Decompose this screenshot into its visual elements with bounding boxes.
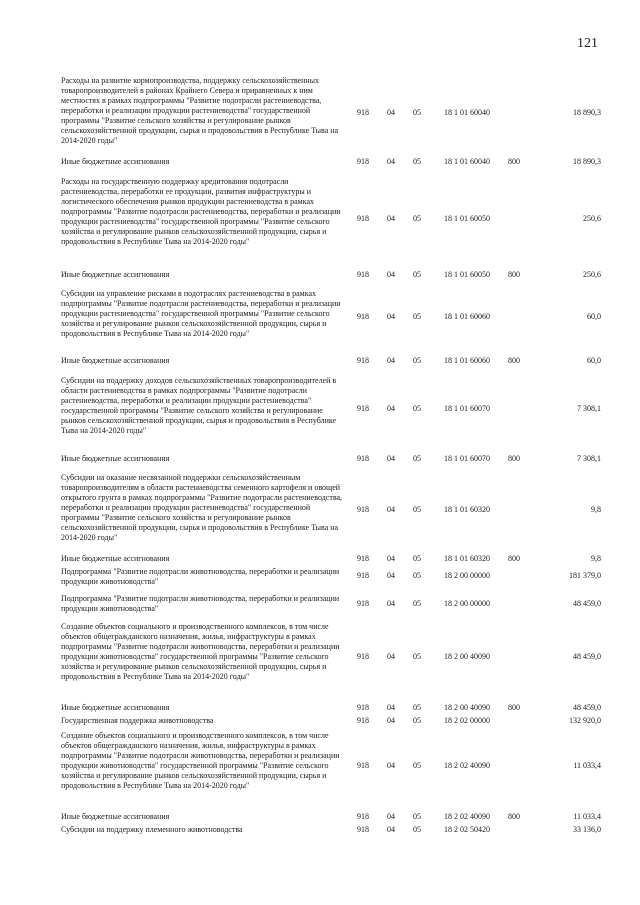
row-name: Иные бюджетные ассигнования (61, 703, 170, 712)
row-section: 04 (387, 356, 395, 365)
row-section: 04 (387, 825, 395, 834)
row-subsection: 05 (413, 108, 421, 117)
row-admin-code: 918 (357, 652, 369, 661)
row-admin-code: 918 (357, 505, 369, 514)
table-row (61, 731, 601, 806)
row-subsection: 05 (413, 812, 421, 821)
row-target-code: 18 1 01 60070 (444, 454, 490, 463)
row-name: Государственная поддержка животноводства (61, 716, 214, 725)
row-sum: 33 136,0 (573, 825, 601, 834)
row-section: 04 (387, 404, 395, 413)
table-row (61, 567, 601, 587)
row-subsection: 05 (413, 157, 421, 166)
table-row (61, 356, 601, 366)
row-section: 04 (387, 505, 395, 514)
row-section: 04 (387, 761, 395, 770)
table-row (61, 376, 601, 451)
row-sum: 60,0 (587, 356, 601, 365)
row-section: 04 (387, 108, 395, 117)
row-admin-code: 918 (357, 454, 369, 463)
row-admin-code: 918 (357, 356, 369, 365)
table-row (61, 177, 601, 271)
row-subsection: 05 (413, 312, 421, 321)
row-name: Субсидии на поддержку доходов сельскохозяйственных товаропроизводителей в области растениеводства в рамках подпрограммы "Развитие подотрасли растениеводства, переработки и реализации продукции растениеводства" государственной программы "Развитие сельского хозяйства и регулирование рынков сельскохозяйственной продукции, сырья и продовольствия в Республике Тыва на 2014-2020 годы" (61, 376, 337, 435)
row-sum: 18 890,3 (573, 108, 601, 117)
row-subsection: 05 (413, 554, 421, 563)
row-subsection: 05 (413, 356, 421, 365)
row-subsection: 05 (413, 214, 421, 223)
row-section: 04 (387, 270, 395, 279)
row-name: Иные бюджетные ассигнования (61, 356, 170, 365)
row-target-code: 18 1 01 60320 (444, 505, 490, 514)
row-subsection: 05 (413, 761, 421, 770)
row-section: 04 (387, 214, 395, 223)
row-admin-code: 918 (357, 761, 369, 770)
row-admin-code: 918 (357, 716, 369, 725)
row-section: 04 (387, 599, 395, 608)
row-sum: 7 308,1 (577, 404, 601, 413)
row-section: 04 (387, 554, 395, 563)
table-row (61, 157, 601, 167)
row-expense-type: 800 (508, 703, 520, 712)
row-section: 04 (387, 652, 395, 661)
table-row (61, 76, 601, 160)
row-target-code: 18 1 01 60320 (444, 554, 490, 563)
row-expense-type: 800 (508, 554, 520, 563)
row-target-code: 18 2 02 00000 (444, 716, 490, 725)
row-admin-code: 918 (357, 270, 369, 279)
row-expense-type: 800 (508, 356, 520, 365)
row-subsection: 05 (413, 454, 421, 463)
row-name: Иные бюджетные ассигнования (61, 454, 170, 463)
row-subsection: 05 (413, 599, 421, 608)
row-sum: 11 033,4 (573, 812, 601, 821)
row-expense-type: 800 (508, 454, 520, 463)
row-sum: 18 890,3 (573, 157, 601, 166)
row-target-code: 18 2 02 40090 (444, 812, 490, 821)
row-name: Расходы на государственную поддержку кредитования подотрасли растениеводства, переработки ее продукции, развития инфраструктуры и логистического обеспечения рынков продукции растениеводства в рамках подпрограммы "Развитие подотрасли растениеводства, переработки и реализации продукции растениеводства" государственной программы "Развитие сельского хозяйства и регулирование рынков сельскохозяйственной продукции, сырья и продовольствия в Республике Тыва на 2014-2020 годы" (61, 177, 341, 246)
table-row (61, 270, 601, 280)
row-target-code: 18 2 00 40090 (444, 703, 490, 712)
table-row (61, 622, 601, 697)
row-admin-code: 918 (357, 312, 369, 321)
row-target-code: 18 2 02 50420 (444, 825, 490, 834)
table-row (61, 554, 601, 564)
row-name: Расходы на развитие кормопроизводства, поддержку сельскохозяйственных товаропроизводителей в районах Крайнего Севера и приравненных к ним местностях в рамках подпрограммы "Развитие подотрасли растениеводства, переработки и реализации продукции растениеводства" государственной программы "Развитие сельского хозяйства и регулирование рынков сельскохозяйственной продукции, сырья и продовольствия в Республике Тыва на 2014-2020 годы" (61, 76, 339, 145)
row-target-code: 18 1 01 60040 (444, 157, 490, 166)
table-row (61, 716, 601, 726)
row-target-code: 18 2 00 00000 (444, 599, 490, 608)
row-admin-code: 918 (357, 404, 369, 413)
row-target-code: 18 1 01 60040 (444, 108, 490, 117)
row-subsection: 05 (413, 270, 421, 279)
row-name: Подпрограмма "Развитие подотрасли животноводства, переработки и реализации продукции животноводства" (61, 594, 340, 613)
row-target-code: 18 1 01 60050 (444, 214, 490, 223)
row-name: Иные бюджетные ассигнования (61, 554, 170, 563)
table-row (61, 289, 601, 354)
row-sum: 181 379,0 (569, 571, 601, 580)
row-sum: 48 459,0 (573, 599, 601, 608)
row-name: Иные бюджетные ассигнования (61, 157, 170, 166)
row-admin-code: 918 (357, 571, 369, 580)
row-sum: 7 308,1 (577, 454, 601, 463)
table-row (61, 473, 601, 557)
row-name: Субсидии на поддержку племенного животноводства (61, 825, 243, 834)
row-admin-code: 918 (357, 214, 369, 223)
row-subsection: 05 (413, 825, 421, 834)
row-target-code: 18 2 00 40090 (444, 652, 490, 661)
row-sum: 9,8 (591, 554, 601, 563)
row-sum: 48 459,0 (573, 703, 601, 712)
row-target-code: 18 1 01 60060 (444, 356, 490, 365)
row-sum: 60,0 (587, 312, 601, 321)
row-section: 04 (387, 812, 395, 821)
row-subsection: 05 (413, 404, 421, 413)
row-expense-type: 800 (508, 270, 520, 279)
row-name: Субсидии на управление рисками в подотраслях растениеводства в рамках подпрограммы "Развитие подотрасли растениеводства, переработки и реализации продукции растениеводства" государственной программы "Развитие сельского хозяйства и регулирование рынков сельскохозяйственной продукции, сырья и продовольствия в Республике Тыва на 2014-2020 годы" (61, 289, 341, 338)
row-name: Иные бюджетные ассигнования (61, 270, 170, 279)
row-sum: 48 459,0 (573, 652, 601, 661)
table-row (61, 594, 601, 614)
row-target-code: 18 1 01 60050 (444, 270, 490, 279)
row-expense-type: 800 (508, 812, 520, 821)
page-number: 121 (577, 36, 598, 51)
row-expense-type: 800 (508, 157, 520, 166)
row-subsection: 05 (413, 703, 421, 712)
row-name: Создание объектов социального и производственного комплексов, в том числе объектов общегражданского назначения, жилья, инфраструктуры в рамках подпрограммы "Развитие подотрасли животноводства, переработки и реализации продукции животноводства" государственной программы "Развитие сельского хозяйства и регулирование рынков сельскохозяйственной продукции, сырья и продовольствия в Республике Тыва на 2014-2020 годы" (61, 731, 340, 790)
row-section: 04 (387, 571, 395, 580)
row-subsection: 05 (413, 571, 421, 580)
row-target-code: 18 2 02 40090 (444, 761, 490, 770)
table-row (61, 454, 601, 464)
row-admin-code: 918 (357, 703, 369, 712)
row-name: Иные бюджетные ассигнования (61, 812, 170, 821)
row-target-code: 18 2 00 00000 (444, 571, 490, 580)
row-name: Подпрограмма "Развитие подотрасли животноводства, переработки и реализации продукции животноводства" (61, 567, 340, 586)
row-sum: 250,6 (583, 270, 601, 279)
row-section: 04 (387, 703, 395, 712)
row-admin-code: 918 (357, 554, 369, 563)
row-section: 04 (387, 312, 395, 321)
row-admin-code: 918 (357, 157, 369, 166)
table-row (61, 825, 601, 835)
row-subsection: 05 (413, 505, 421, 514)
row-admin-code: 918 (357, 812, 369, 821)
row-subsection: 05 (413, 716, 421, 725)
table-row (61, 703, 601, 713)
row-section: 04 (387, 454, 395, 463)
row-admin-code: 918 (357, 108, 369, 117)
row-sum: 250,6 (583, 214, 601, 223)
row-section: 04 (387, 157, 395, 166)
row-sum: 11 033,4 (573, 761, 601, 770)
row-name: Субсидии на оказание несвязанной поддержки сельскохозяйственным товаропроизводителям в области растениеводства семенного картофеля и овощей открытого грунта в рамках подпрограммы "Развитие подотрасли растениеводства, переработки и реализации продукции растениеводства" государственной программы "Развитие сельского хозяйства и регулирование рынков сельскохозяйственной продукции, сырья и продовольствия в Республике Тыва на 2014-2020 годы" (61, 473, 343, 542)
row-section: 04 (387, 716, 395, 725)
row-admin-code: 918 (357, 825, 369, 834)
row-admin-code: 918 (357, 599, 369, 608)
row-target-code: 18 1 01 60070 (444, 404, 490, 413)
row-sum: 132 920,0 (569, 716, 601, 725)
table-row (61, 812, 601, 822)
row-subsection: 05 (413, 652, 421, 661)
row-name: Создание объектов социального и производственного комплексов, в том числе объектов общегражданского назначения, жилья, инфраструктуры в рамках подпрограммы "Развитие подотрасли животноводства, переработки и реализации продукции животноводства" государственной программы "Развитие сельского хозяйства и регулирование рынков сельскохозяйственной продукции, сырья и продовольствия в Республике Тыва на 2014-2020 годы" (61, 622, 340, 681)
row-sum: 9,8 (591, 505, 601, 514)
row-target-code: 18 1 01 60060 (444, 312, 490, 321)
